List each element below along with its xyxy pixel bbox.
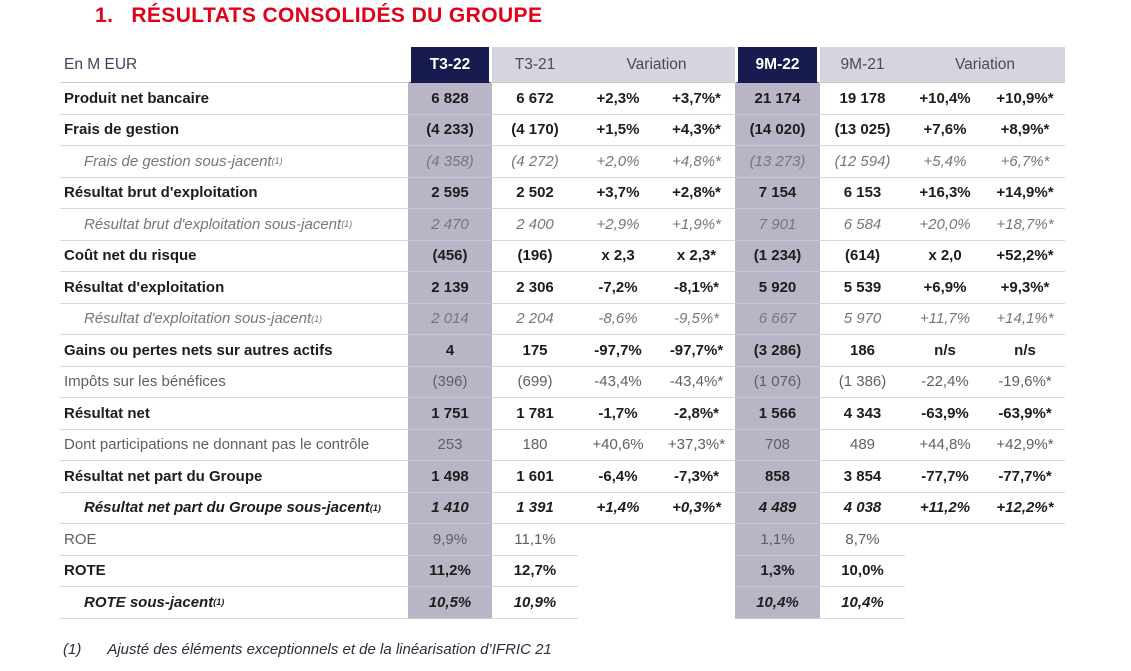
cell-variation-t3: -8,6% bbox=[578, 304, 658, 336]
cell-variation-9m: +6,9% bbox=[905, 272, 985, 304]
cell-variation-t3-star: +3,7%* bbox=[658, 83, 735, 115]
cell-variation-9m-star: +14,9%* bbox=[985, 178, 1065, 210]
cell-t3-22: 253 bbox=[408, 430, 492, 462]
cell-9m-21: 4 038 bbox=[820, 493, 905, 525]
cell-t3-21: 2 204 bbox=[492, 304, 578, 336]
cell-variation-9m: +20,0% bbox=[905, 209, 985, 241]
cell-9m-21: 19 178 bbox=[820, 83, 905, 115]
cell-variation-t3 bbox=[578, 587, 658, 619]
row-label: Résultat brut d'exploitation sous-jacent (1) bbox=[60, 209, 408, 241]
cell-variation-t3-star: -2,8%* bbox=[658, 398, 735, 430]
cell-variation-t3-star: -8,1%* bbox=[658, 272, 735, 304]
table-row bbox=[60, 430, 1065, 462]
column-header-variation-9m: Variation bbox=[905, 47, 1065, 83]
cell-variation-9m: x 2,0 bbox=[905, 241, 985, 273]
cell-9m-21: 489 bbox=[820, 430, 905, 462]
cell-9m-21: 4 343 bbox=[820, 398, 905, 430]
cell-t3-22: (4 358) bbox=[408, 146, 492, 178]
cell-variation-t3: +2,9% bbox=[578, 209, 658, 241]
column-header-t3-22: T3-22 bbox=[408, 47, 492, 83]
table-row bbox=[60, 335, 1065, 367]
cell-t3-22: 10,5% bbox=[408, 587, 492, 619]
table-row bbox=[60, 115, 1065, 147]
cell-variation-9m-star bbox=[985, 524, 1065, 556]
footnote-text: Ajusté des éléments exceptionnels et de la linéarisation d’IFRIC 21 bbox=[107, 641, 552, 658]
cell-t3-22: 2 014 bbox=[408, 304, 492, 336]
table-row bbox=[60, 398, 1065, 430]
cell-variation-t3: +3,7% bbox=[578, 178, 658, 210]
cell-variation-9m-star: +12,2%* bbox=[985, 493, 1065, 525]
cell-variation-t3-star: +2,8%* bbox=[658, 178, 735, 210]
column-header-variation-t3: Variation bbox=[578, 47, 735, 83]
table-row bbox=[60, 241, 1065, 273]
cell-variation-9m: n/s bbox=[905, 335, 985, 367]
cell-t3-21: 2 400 bbox=[492, 209, 578, 241]
cell-9m-22: 708 bbox=[735, 430, 820, 462]
cell-9m-22: 21 174 bbox=[735, 83, 820, 115]
cell-9m-21: 10,0% bbox=[820, 556, 905, 588]
table-row bbox=[60, 524, 1065, 556]
cell-9m-21: 186 bbox=[820, 335, 905, 367]
cell-9m-21: 6 584 bbox=[820, 209, 905, 241]
table-row bbox=[60, 493, 1065, 525]
cell-variation-9m: +44,8% bbox=[905, 430, 985, 462]
page-title bbox=[95, 4, 542, 28]
cell-9m-22: 1,3% bbox=[735, 556, 820, 588]
cell-variation-t3-star: -7,3%* bbox=[658, 461, 735, 493]
cell-9m-21: 5 539 bbox=[820, 272, 905, 304]
cell-t3-22: 4 bbox=[408, 335, 492, 367]
cell-9m-22: 7 154 bbox=[735, 178, 820, 210]
cell-variation-t3: -1,7% bbox=[578, 398, 658, 430]
cell-9m-22: 5 920 bbox=[735, 272, 820, 304]
cell-variation-t3-star: x 2,3* bbox=[658, 241, 735, 273]
cell-t3-21: 175 bbox=[492, 335, 578, 367]
table-row bbox=[60, 304, 1065, 336]
row-label: Impôts sur les bénéfices bbox=[60, 367, 408, 399]
cell-9m-21: (614) bbox=[820, 241, 905, 273]
cell-t3-22: 2 595 bbox=[408, 178, 492, 210]
cell-variation-t3-star: +37,3%* bbox=[658, 430, 735, 462]
cell-t3-22: (456) bbox=[408, 241, 492, 273]
cell-variation-t3-star: +1,9%* bbox=[658, 209, 735, 241]
cell-9m-21: (1 386) bbox=[820, 367, 905, 399]
cell-t3-21: 2 306 bbox=[492, 272, 578, 304]
cell-variation-t3-star: -9,5%* bbox=[658, 304, 735, 336]
cell-t3-22: 1 751 bbox=[408, 398, 492, 430]
cell-t3-22: 6 828 bbox=[408, 83, 492, 115]
table-row bbox=[60, 461, 1065, 493]
cell-variation-9m-star: +52,2%* bbox=[985, 241, 1065, 273]
cell-9m-21: 3 854 bbox=[820, 461, 905, 493]
cell-9m-22: 4 489 bbox=[735, 493, 820, 525]
footnote bbox=[63, 641, 552, 658]
cell-variation-9m: +5,4% bbox=[905, 146, 985, 178]
unit-label: En M EUR bbox=[60, 47, 408, 83]
row-label: Résultat brut d'exploitation bbox=[60, 178, 408, 210]
column-header-9m-21: 9M-21 bbox=[820, 47, 905, 83]
cell-t3-21: (699) bbox=[492, 367, 578, 399]
cell-t3-21: 1 601 bbox=[492, 461, 578, 493]
cell-variation-t3-star bbox=[658, 587, 735, 619]
row-label: Produit net bancaire bbox=[60, 83, 408, 115]
row-label: Résultat net part du Groupe sous-jacent (1) bbox=[60, 493, 408, 525]
cell-9m-22: (1 234) bbox=[735, 241, 820, 273]
cell-variation-9m bbox=[905, 556, 985, 588]
cell-variation-9m-star: +6,7%* bbox=[985, 146, 1065, 178]
cell-t3-21: (4 170) bbox=[492, 115, 578, 147]
title-text: RÉSULTATS CONSOLIDÉS DU GROUPE bbox=[131, 4, 543, 27]
table-row bbox=[60, 587, 1065, 619]
cell-9m-21: (12 594) bbox=[820, 146, 905, 178]
table-row bbox=[60, 556, 1065, 588]
cell-t3-22: 2 139 bbox=[408, 272, 492, 304]
cell-variation-t3: +2,0% bbox=[578, 146, 658, 178]
cell-variation-9m-star bbox=[985, 556, 1065, 588]
row-label: Frais de gestion bbox=[60, 115, 408, 147]
table-row bbox=[60, 178, 1065, 210]
cell-9m-22: (14 020) bbox=[735, 115, 820, 147]
cell-t3-22: 9,9% bbox=[408, 524, 492, 556]
cell-variation-t3: +2,3% bbox=[578, 83, 658, 115]
cell-variation-9m-star: +9,3%* bbox=[985, 272, 1065, 304]
cell-variation-9m bbox=[905, 524, 985, 556]
cell-variation-9m: +7,6% bbox=[905, 115, 985, 147]
row-label: Frais de gestion sous-jacent (1) bbox=[60, 146, 408, 178]
cell-variation-t3: x 2,3 bbox=[578, 241, 658, 273]
cell-t3-22: (396) bbox=[408, 367, 492, 399]
cell-variation-t3: -43,4% bbox=[578, 367, 658, 399]
cell-t3-21: 12,7% bbox=[492, 556, 578, 588]
cell-t3-21: 6 672 bbox=[492, 83, 578, 115]
cell-variation-9m: +10,4% bbox=[905, 83, 985, 115]
cell-variation-9m: -63,9% bbox=[905, 398, 985, 430]
cell-9m-22: 1,1% bbox=[735, 524, 820, 556]
row-label: Résultat d'exploitation bbox=[60, 272, 408, 304]
cell-variation-t3 bbox=[578, 556, 658, 588]
cell-9m-22: 1 566 bbox=[735, 398, 820, 430]
results-table bbox=[60, 47, 1065, 619]
cell-t3-21: 10,9% bbox=[492, 587, 578, 619]
cell-variation-9m: +11,7% bbox=[905, 304, 985, 336]
column-header-9m-22: 9M-22 bbox=[735, 47, 820, 83]
row-label: ROTE bbox=[60, 556, 408, 588]
cell-variation-t3: +40,6% bbox=[578, 430, 658, 462]
cell-variation-9m-star bbox=[985, 587, 1065, 619]
cell-9m-22: 10,4% bbox=[735, 587, 820, 619]
row-label: Dont participations ne donnant pas le contrôle bbox=[60, 430, 408, 462]
row-label: Gains ou pertes nets sur autres actifs bbox=[60, 335, 408, 367]
row-label: ROE bbox=[60, 524, 408, 556]
column-header-t3-21: T3-21 bbox=[492, 47, 578, 83]
cell-9m-21: (13 025) bbox=[820, 115, 905, 147]
table-header bbox=[60, 47, 1065, 83]
cell-variation-9m-star: -77,7%* bbox=[985, 461, 1065, 493]
cell-variation-t3-star: -97,7%* bbox=[658, 335, 735, 367]
cell-t3-21: 11,1% bbox=[492, 524, 578, 556]
cell-variation-t3: -6,4% bbox=[578, 461, 658, 493]
cell-9m-21: 5 970 bbox=[820, 304, 905, 336]
cell-variation-9m-star: -19,6%* bbox=[985, 367, 1065, 399]
cell-variation-t3: -7,2% bbox=[578, 272, 658, 304]
table-row bbox=[60, 272, 1065, 304]
cell-variation-9m-star: +18,7%* bbox=[985, 209, 1065, 241]
row-label: Résultat d'exploitation sous-jacent (1) bbox=[60, 304, 408, 336]
cell-9m-21: 6 153 bbox=[820, 178, 905, 210]
cell-variation-t3-star bbox=[658, 556, 735, 588]
table-row bbox=[60, 367, 1065, 399]
table-row bbox=[60, 209, 1065, 241]
table-row bbox=[60, 146, 1065, 178]
cell-variation-9m-star: n/s bbox=[985, 335, 1065, 367]
cell-9m-22: 858 bbox=[735, 461, 820, 493]
cell-variation-t3 bbox=[578, 524, 658, 556]
cell-9m-22: 7 901 bbox=[735, 209, 820, 241]
cell-variation-9m: +16,3% bbox=[905, 178, 985, 210]
row-label: Coût net du risque bbox=[60, 241, 408, 273]
row-label: Résultat net part du Groupe bbox=[60, 461, 408, 493]
cell-9m-21: 8,7% bbox=[820, 524, 905, 556]
cell-variation-9m: -22,4% bbox=[905, 367, 985, 399]
row-label: ROTE sous-jacent (1) bbox=[60, 587, 408, 619]
cell-t3-22: (4 233) bbox=[408, 115, 492, 147]
cell-t3-21: 1 781 bbox=[492, 398, 578, 430]
cell-9m-21: 10,4% bbox=[820, 587, 905, 619]
cell-t3-21: 2 502 bbox=[492, 178, 578, 210]
cell-variation-9m: -77,7% bbox=[905, 461, 985, 493]
title-number: 1. bbox=[95, 4, 114, 27]
cell-variation-t3-star: -43,4%* bbox=[658, 367, 735, 399]
cell-variation-9m-star: +8,9%* bbox=[985, 115, 1065, 147]
cell-variation-9m: +11,2% bbox=[905, 493, 985, 525]
cell-variation-t3: +1,5% bbox=[578, 115, 658, 147]
cell-t3-21: 1 391 bbox=[492, 493, 578, 525]
cell-variation-9m-star: +14,1%* bbox=[985, 304, 1065, 336]
cell-9m-22: 6 667 bbox=[735, 304, 820, 336]
cell-variation-t3: +1,4% bbox=[578, 493, 658, 525]
cell-variation-t3-star bbox=[658, 524, 735, 556]
cell-variation-t3-star: +0,3%* bbox=[658, 493, 735, 525]
row-label: Résultat net bbox=[60, 398, 408, 430]
cell-variation-t3: -97,7% bbox=[578, 335, 658, 367]
cell-9m-22: (3 286) bbox=[735, 335, 820, 367]
footnote-marker: (1) bbox=[63, 641, 82, 658]
cell-variation-9m-star: +42,9%* bbox=[985, 430, 1065, 462]
cell-variation-t3-star: +4,8%* bbox=[658, 146, 735, 178]
cell-t3-21: (196) bbox=[492, 241, 578, 273]
cell-variation-9m bbox=[905, 587, 985, 619]
cell-t3-22: 11,2% bbox=[408, 556, 492, 588]
cell-9m-22: (13 273) bbox=[735, 146, 820, 178]
cell-variation-t3-star: +4,3%* bbox=[658, 115, 735, 147]
cell-t3-22: 1 498 bbox=[408, 461, 492, 493]
cell-t3-21: (4 272) bbox=[492, 146, 578, 178]
cell-9m-22: (1 076) bbox=[735, 367, 820, 399]
table-body bbox=[60, 83, 1065, 619]
cell-t3-22: 1 410 bbox=[408, 493, 492, 525]
cell-t3-21: 180 bbox=[492, 430, 578, 462]
cell-variation-9m-star: -63,9%* bbox=[985, 398, 1065, 430]
cell-variation-9m-star: +10,9%* bbox=[985, 83, 1065, 115]
table-row bbox=[60, 83, 1065, 115]
cell-t3-22: 2 470 bbox=[408, 209, 492, 241]
